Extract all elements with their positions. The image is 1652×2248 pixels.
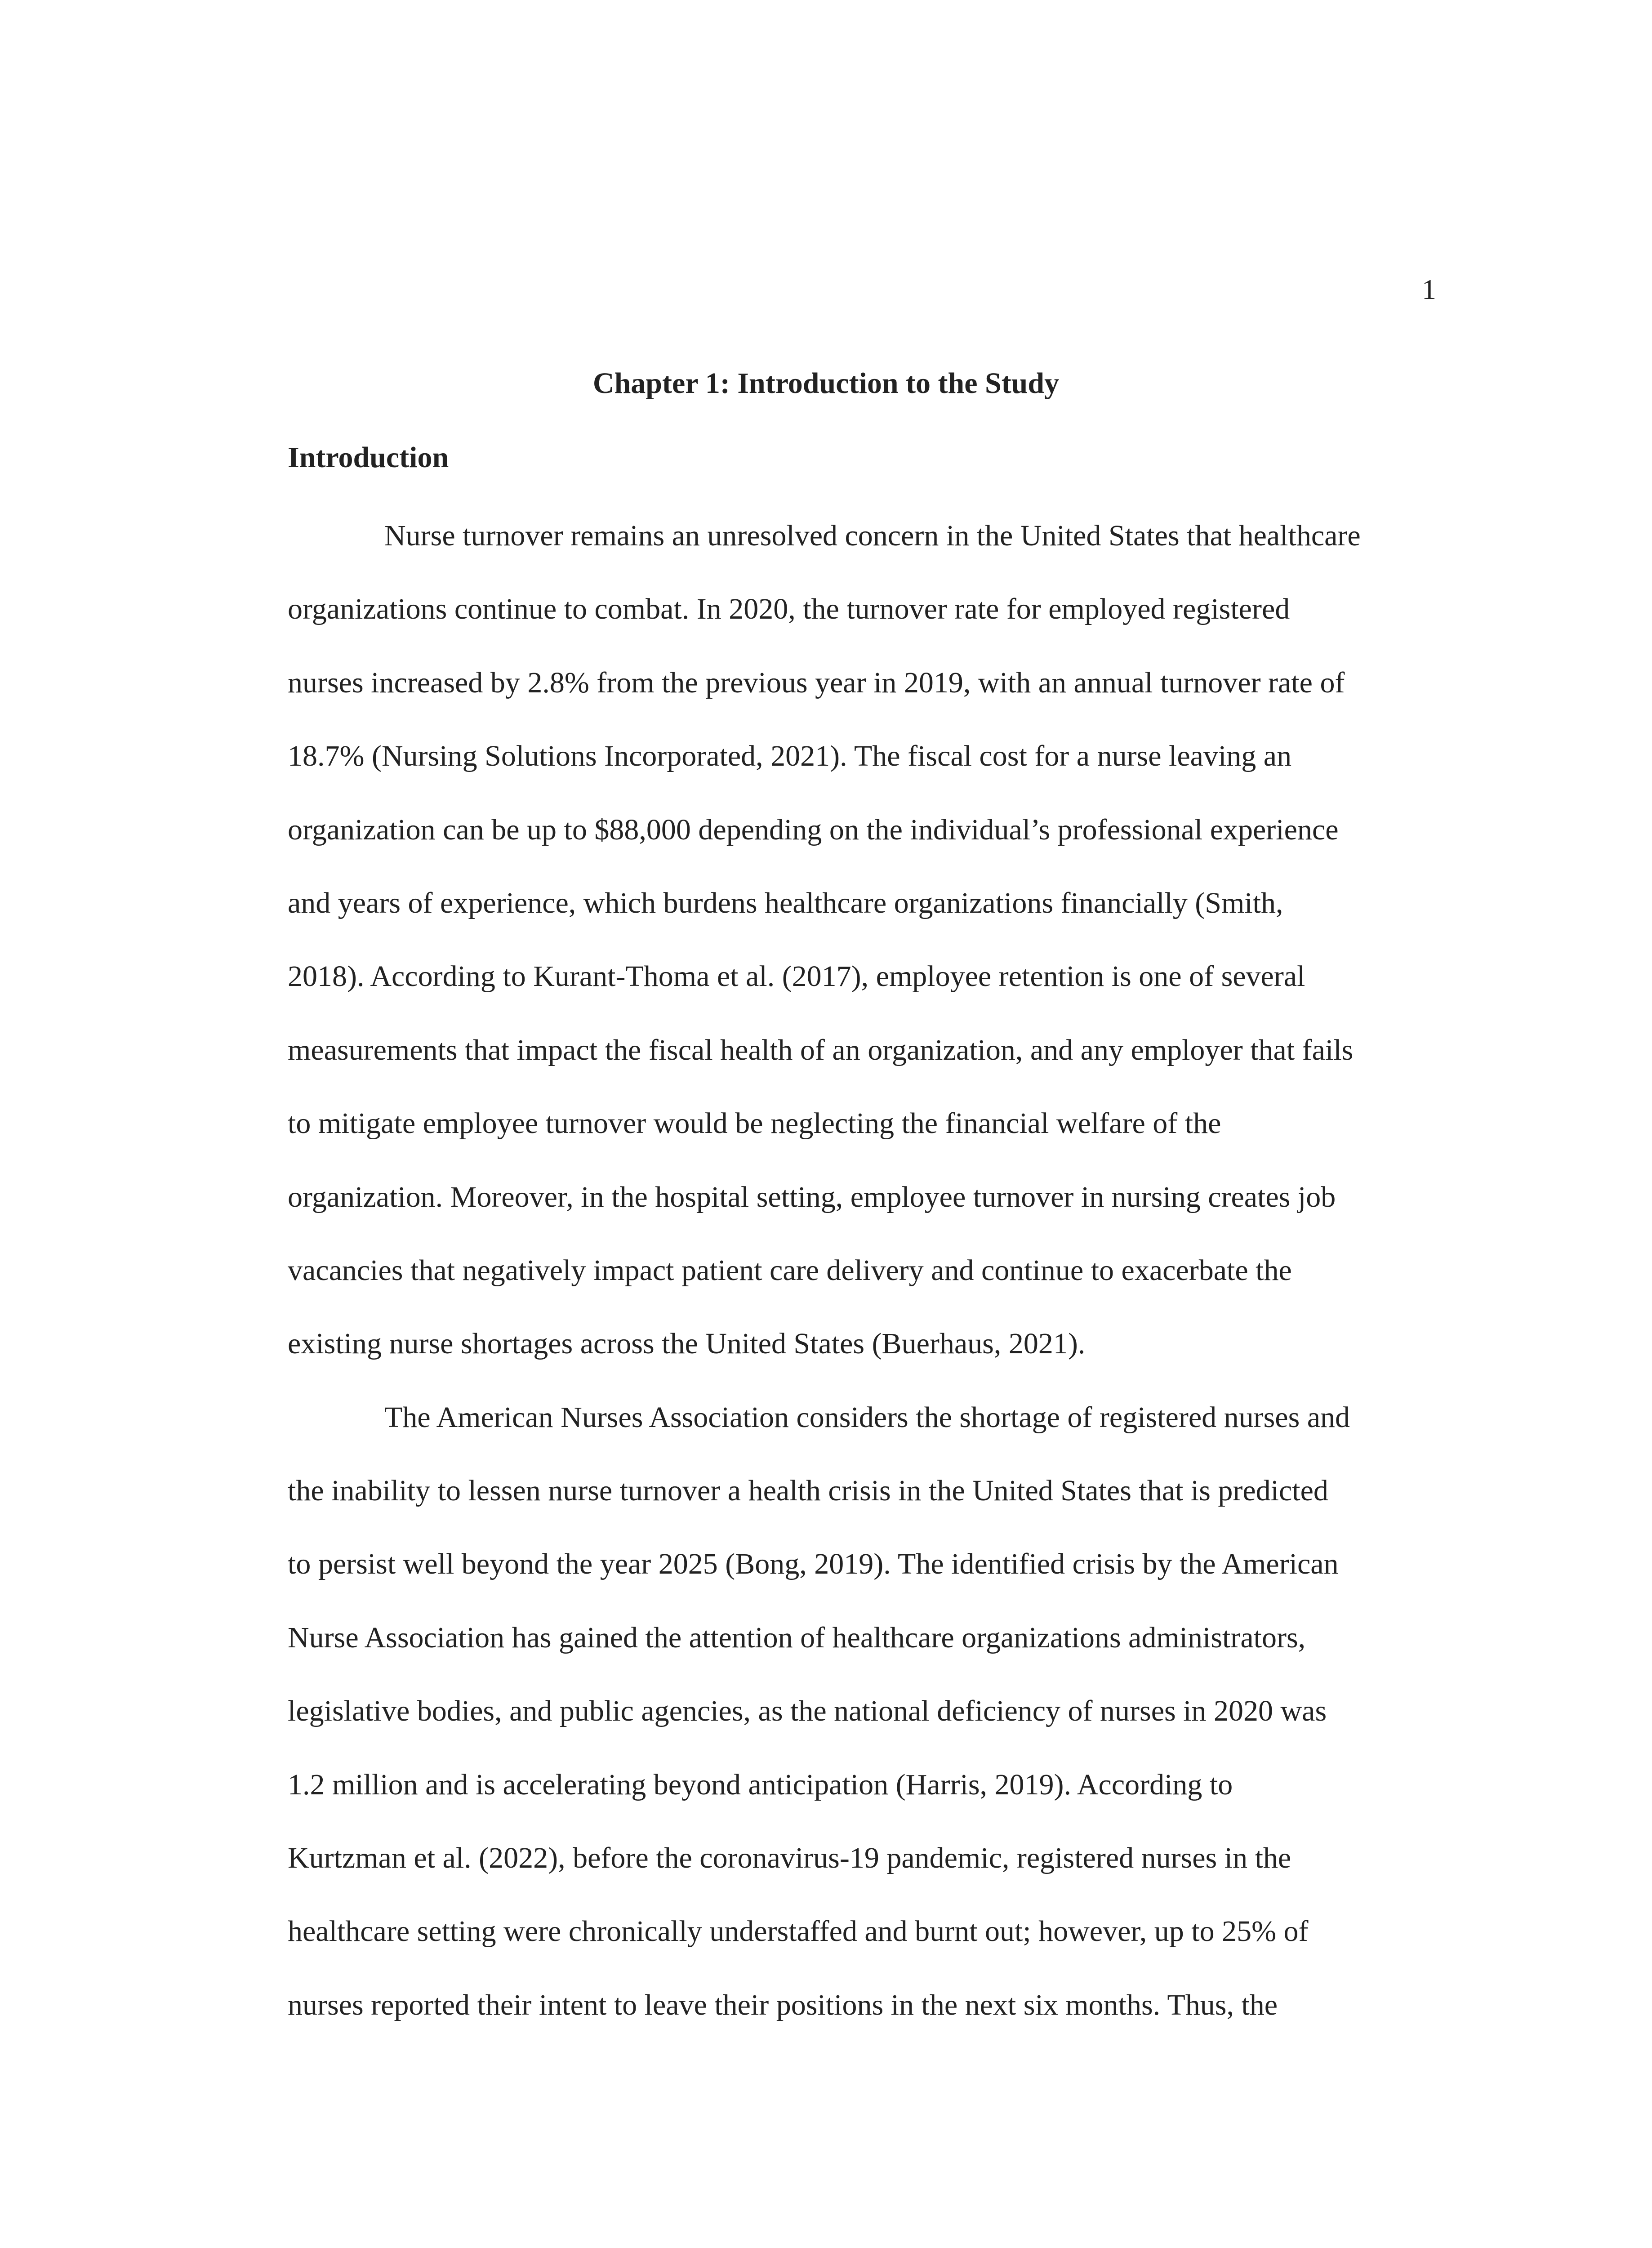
paragraph-1-line-9: to mitigate employee turnover would be neglecting the financial welfare of the	[288, 1107, 1221, 1140]
section-heading: Introduction	[288, 441, 449, 474]
page-number: 1	[1422, 273, 1436, 305]
paragraph-2-line-3: to persist well beyond the year 2025 (Bong, 2019). The identified crisis by the American	[288, 1548, 1339, 1581]
paragraph-2-line-1: The American Nurses Association considers the shortage of registered nurses and	[384, 1401, 1350, 1434]
chapter-title: Chapter 1: Introduction to the Study	[592, 367, 1060, 400]
paragraph-2-line-5: legislative bodies, and public agencies, as the national deficiency of nurses in 2020 was	[288, 1695, 1327, 1728]
paragraph-1-line-8: measurements that impact the fiscal health of an organization, and any employer that fails	[288, 1033, 1354, 1066]
paragraph-1-line-3: nurses increased by 2.8% from the previous year in 2019, with an annual turnover rate of	[288, 666, 1345, 699]
paragraph-2-line-4: Nurse Association has gained the attention of healthcare organizations administrators,	[288, 1621, 1306, 1654]
paragraph-1-line-2: organizations continue to combat. In 2020, the turnover rate for employed registered	[288, 593, 1290, 626]
paragraph-2-line-8: healthcare setting were chronically understaffed and burnt out; however, up to 25% of	[288, 1915, 1309, 1948]
paragraph-1-line-10: organization. Moreover, in the hospital setting, employee turnover in nursing creates job	[288, 1180, 1336, 1213]
paragraph-1-line-4: 18.7% (Nursing Solutions Incorporated, 2021). The fiscal cost for a nurse leaving an	[288, 740, 1292, 773]
paragraph-2-line-6: 1.2 million and is accelerating beyond anticipation (Harris, 2019). According to	[288, 1768, 1233, 1801]
paragraph-2-line-2: the inability to lessen nurse turnover a health crisis in the United States that is predicted	[288, 1474, 1328, 1508]
paragraph-1-line-6: and years of experience, which burdens healthcare organizations financially (Smith,	[288, 886, 1283, 919]
paragraph-1-line-5: organization can be up to $88,000 depending on the individual’s professional experience	[288, 813, 1339, 846]
body-text	[288, 499, 1456, 2042]
paragraph-2-line-7: Kurtzman et al. (2022), before the coronavirus-19 pandemic, registered nurses in the	[288, 1842, 1291, 1875]
paragraph-2-line-9: nurses reported their intent to leave their positions in the next six months. Thus, the	[288, 1988, 1278, 2021]
paragraph-1-line-11: vacancies that negatively impact patient care delivery and continue to exacerbate the	[288, 1253, 1292, 1287]
paragraph-1-line-1: Nurse turnover remains an unresolved concern in the United States that healthcare	[384, 519, 1361, 552]
paragraph-1-line-7: 2018). According to Kurant-Thoma et al. (2017), employee retention is one of several	[288, 960, 1305, 993]
paragraph-1-line-12: existing nurse shortages across the United States (Buerhaus, 2021).	[288, 1327, 1086, 1360]
